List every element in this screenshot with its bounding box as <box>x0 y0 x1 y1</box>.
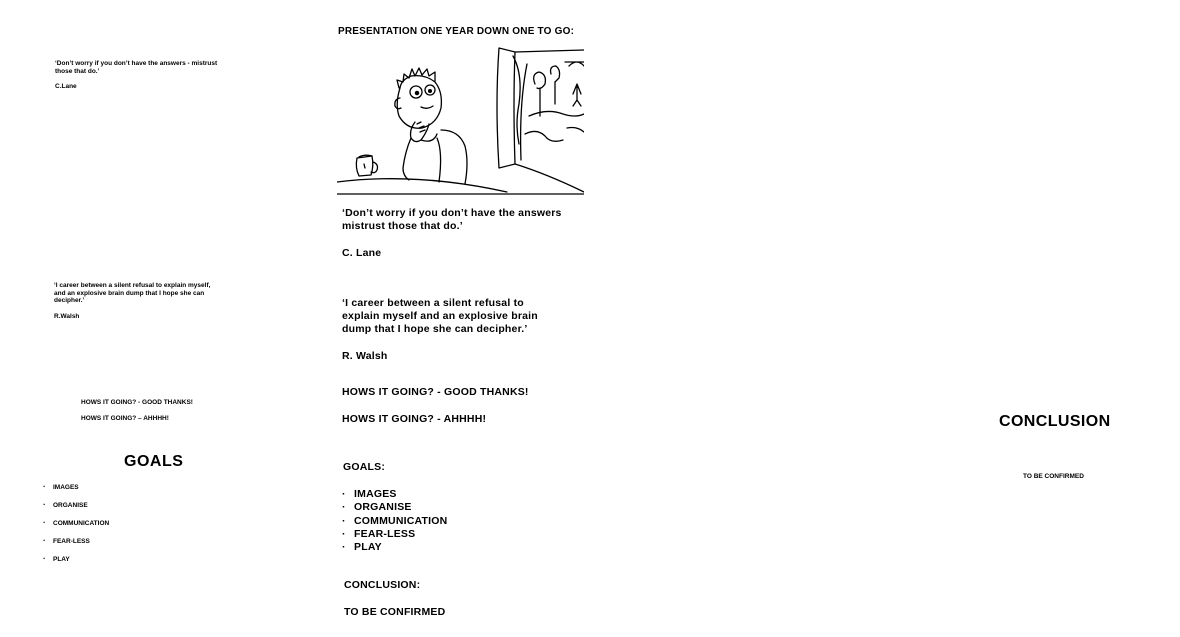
center-conclusion-label: CONCLUSION: <box>344 579 421 591</box>
left-goal-item: · COMMUNICATION <box>43 520 109 538</box>
center-quote-2: ‘I career between a silent refusal to explain myself and an explosive brain dump that I hope she can decipher.’ <box>342 297 538 335</box>
left-goal-item: · PLAY <box>43 556 109 574</box>
center-goals-label: GOALS: <box>343 461 386 473</box>
center-author-1: C. Lane <box>342 247 382 259</box>
left-status-good: HOWS IT GOING? - GOOD THANKS! <box>81 399 193 406</box>
left-quote-1: ‘Don’t worry if you don’t have the answers - mistrust those that do.’ <box>55 60 218 75</box>
left-goals-list <box>43 484 109 574</box>
center-goal-item: · IMAGES <box>342 488 447 501</box>
left-status-bad: HOWS IT GOING? – AHHHH! <box>81 415 169 422</box>
center-goal-item: · ORGANISE <box>342 501 447 514</box>
left-author-1: C.Lane <box>55 83 77 90</box>
left-goal-item: · ORGANISE <box>43 502 109 520</box>
right-conclusion-value: TO BE CONFIRMED <box>1023 473 1084 480</box>
center-goal-item: · FEAR-LESS <box>342 528 447 541</box>
center-status-bad: HOWS IT GOING? - AHHHH! <box>342 413 487 425</box>
center-author-2: R. Walsh <box>342 350 388 362</box>
left-quote-2: ‘I career between a silent refusal to explain myself, and an explosive brain dump that I hope she can decipher.’ <box>54 282 211 304</box>
left-goal-item: · IMAGES <box>43 484 109 502</box>
left-goals-title: GOALS <box>124 453 184 470</box>
page-title: PRESENTATION ONE YEAR DOWN ONE TO GO: <box>338 26 575 37</box>
center-conclusion-value: TO BE CONFIRMED <box>344 606 446 618</box>
right-conclusion-title: CONCLUSION <box>999 413 1111 430</box>
anxious-person-at-desk-illustration <box>337 44 584 196</box>
center-quote-1: ‘Don’t worry if you don’t have the answers mistrust those that do.’ <box>342 207 562 232</box>
center-goal-item: · COMMUNICATION <box>342 515 447 528</box>
center-status-good: HOWS IT GOING? - GOOD THANKS! <box>342 386 529 398</box>
center-goals-list <box>342 488 447 554</box>
left-author-2: R.Walsh <box>54 313 80 320</box>
left-goal-item: · FEAR-LESS <box>43 538 109 556</box>
center-goal-item: · PLAY <box>342 541 447 554</box>
